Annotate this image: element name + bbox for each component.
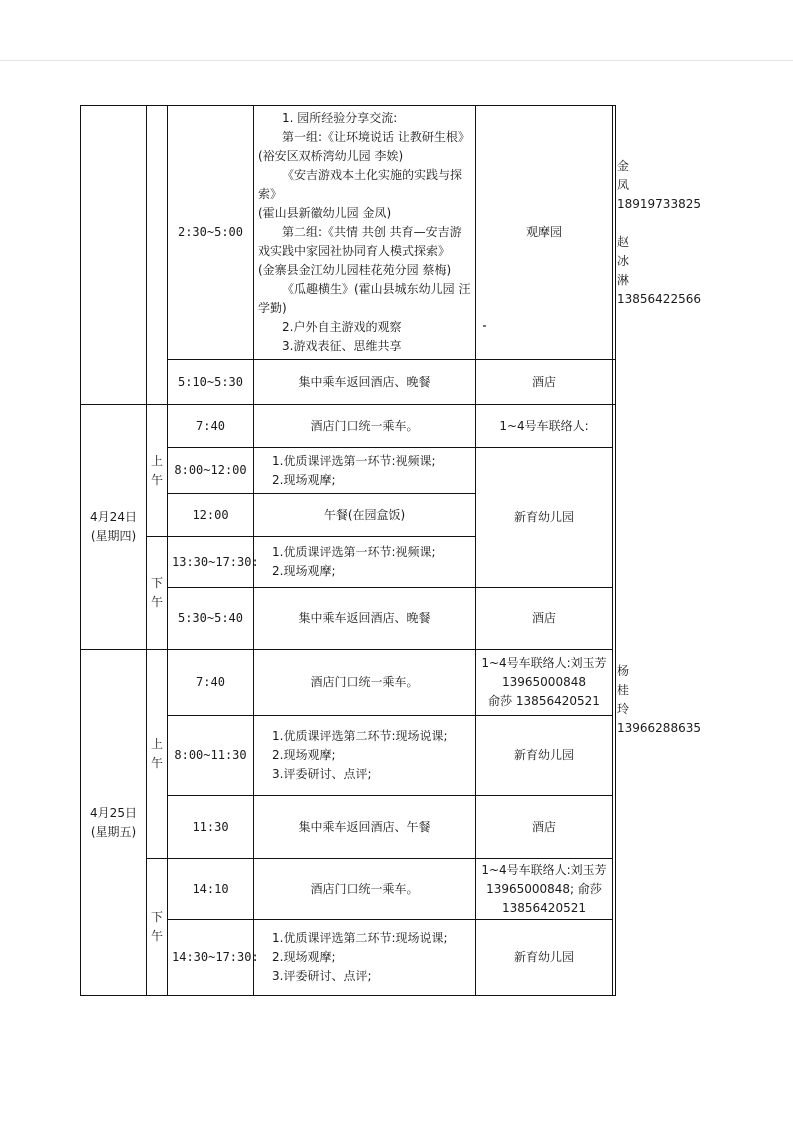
activity-line: 2.现场观摩; — [272, 564, 336, 578]
place-line: 1~4号车联络人:刘玉芳 — [481, 656, 607, 670]
period-cell: 下午 — [147, 537, 168, 650]
time-cell: 2:30~5:00 — [168, 106, 254, 360]
time-cell: 7:40 — [168, 405, 254, 448]
table-row — [81, 859, 616, 920]
activity-line: 1.优质课评选第二环节:现场说课; — [272, 729, 448, 743]
activity-cell — [254, 716, 476, 796]
time-cell: 14:30~17:30: — [168, 920, 254, 996]
time-cell: 8:00~11:30 — [168, 716, 254, 796]
time-cell: 12:00 — [168, 494, 254, 537]
activity-line: (霍山县新徽幼儿园 金凤) — [258, 206, 392, 220]
date-cell: 4月25日(星期五) — [81, 650, 147, 996]
contact-cell-main: 杨桂玲 13966288635 — [613, 405, 616, 996]
activity-line: 2.现场观摩; — [272, 950, 336, 964]
place-cell: 酒店 — [476, 588, 613, 650]
place-line: 13965000848; 俞莎 — [486, 881, 602, 896]
scan-mark — [483, 325, 486, 327]
activity-line: 1.优质课评选第一环节:视频课; — [272, 453, 436, 468]
activity-line: 2.现场观摩; — [272, 472, 336, 487]
place-cell: 酒店 — [476, 360, 613, 405]
period-cell: 下午 — [147, 859, 168, 996]
activity-cell — [254, 448, 476, 494]
place-cell: 新育幼儿园 — [476, 716, 613, 796]
place-cell: 新育幼儿园 — [476, 920, 613, 996]
period-cell-empty — [147, 106, 168, 405]
place-cell: 新育幼儿园 — [476, 448, 613, 588]
date-cell: 4月24日(星期四) — [81, 405, 147, 650]
activity-cell: 集中乘车返回酒店、晚餐 — [254, 588, 476, 650]
activity-cell: 酒店门口统一乘车。 — [254, 405, 476, 448]
activity-line: (裕安区双桥湾幼儿园 李娭) — [258, 149, 404, 163]
activity-line: 第二组:《共情 共创 共育—安吉游戏实践中家园社协同育人模式探索》 — [258, 225, 462, 258]
place-line: 俞莎 13856420521 — [488, 694, 600, 708]
time-cell: 8:00~12:00 — [168, 448, 254, 494]
activity-heading: 1. 园所经验分享交流: — [282, 111, 398, 125]
period-cell: 上午 — [147, 405, 168, 537]
table-row — [81, 650, 616, 716]
activity-line: 3.游戏表征、思维共享 — [282, 339, 402, 353]
place-cell: 酒店 — [476, 796, 613, 859]
activity-cell: 集中乘车返回酒店、午餐 — [254, 796, 476, 859]
activity-line: (金寨县金江幼儿园桂花苑分园 蔡梅) — [258, 263, 452, 277]
activity-line: 1.优质课评选第二环节:现场说课; — [272, 931, 448, 945]
time-cell: 5:10~5:30 — [168, 360, 254, 405]
schedule-table — [80, 105, 701, 996]
activity-line: 第一组:《让环境说话 让教研生根》 — [282, 130, 470, 144]
time-cell: 7:40 — [168, 650, 254, 716]
date-cell-empty — [81, 106, 147, 405]
activity-cell — [254, 537, 476, 588]
place-line: 13965000848 — [502, 675, 586, 689]
activity-line: 2.现场观摩; — [272, 748, 336, 762]
activity-line: 《安吉游戏本土化实施的实践与探索》 — [258, 168, 463, 201]
activity-cell — [254, 106, 476, 360]
table-row — [81, 106, 616, 360]
time-cell: 11:30 — [168, 796, 254, 859]
place-cell: 1~4号车联络人: — [476, 405, 613, 448]
place-line: 13856420521 — [502, 900, 586, 915]
contact-cell: 金凤 18919733825 赵冰淋 13856422566 — [613, 106, 616, 360]
activity-line: 《瓜趣横生》(霍山县城东幼儿园 汪学勤) — [258, 282, 471, 315]
activity-cell: 酒店门口统一乘车。 — [254, 650, 476, 716]
period-cell: 上午 — [147, 650, 168, 859]
activity-cell — [254, 920, 476, 996]
place-cell: 观摩园 — [476, 106, 613, 360]
scan-streak — [0, 60, 793, 61]
activity-cell: 酒店门口统一乘车。 — [254, 859, 476, 920]
activity-line: 2.户外自主游戏的观察 — [282, 320, 402, 334]
activity-cell: 集中乘车返回酒店、晚餐 — [254, 360, 476, 405]
place-cell — [476, 859, 613, 920]
time-cell: 13:30~17:30: — [168, 537, 254, 588]
place-line: 1~4号车联络人:刘玉芳 — [481, 862, 607, 877]
contact-cell-empty — [613, 360, 616, 405]
activity-line: 3.评委研讨、点评; — [272, 767, 372, 781]
place-cell — [476, 650, 613, 716]
table-row — [81, 405, 616, 448]
activity-line: 3.评委研讨、点评; — [272, 969, 372, 983]
activity-line: 1.优质课评选第一环节:视频课; — [272, 545, 436, 559]
time-cell: 5:30~5:40 — [168, 588, 254, 650]
time-cell: 14:10 — [168, 859, 254, 920]
activity-cell: 午餐(在园盒饭) — [254, 494, 476, 537]
